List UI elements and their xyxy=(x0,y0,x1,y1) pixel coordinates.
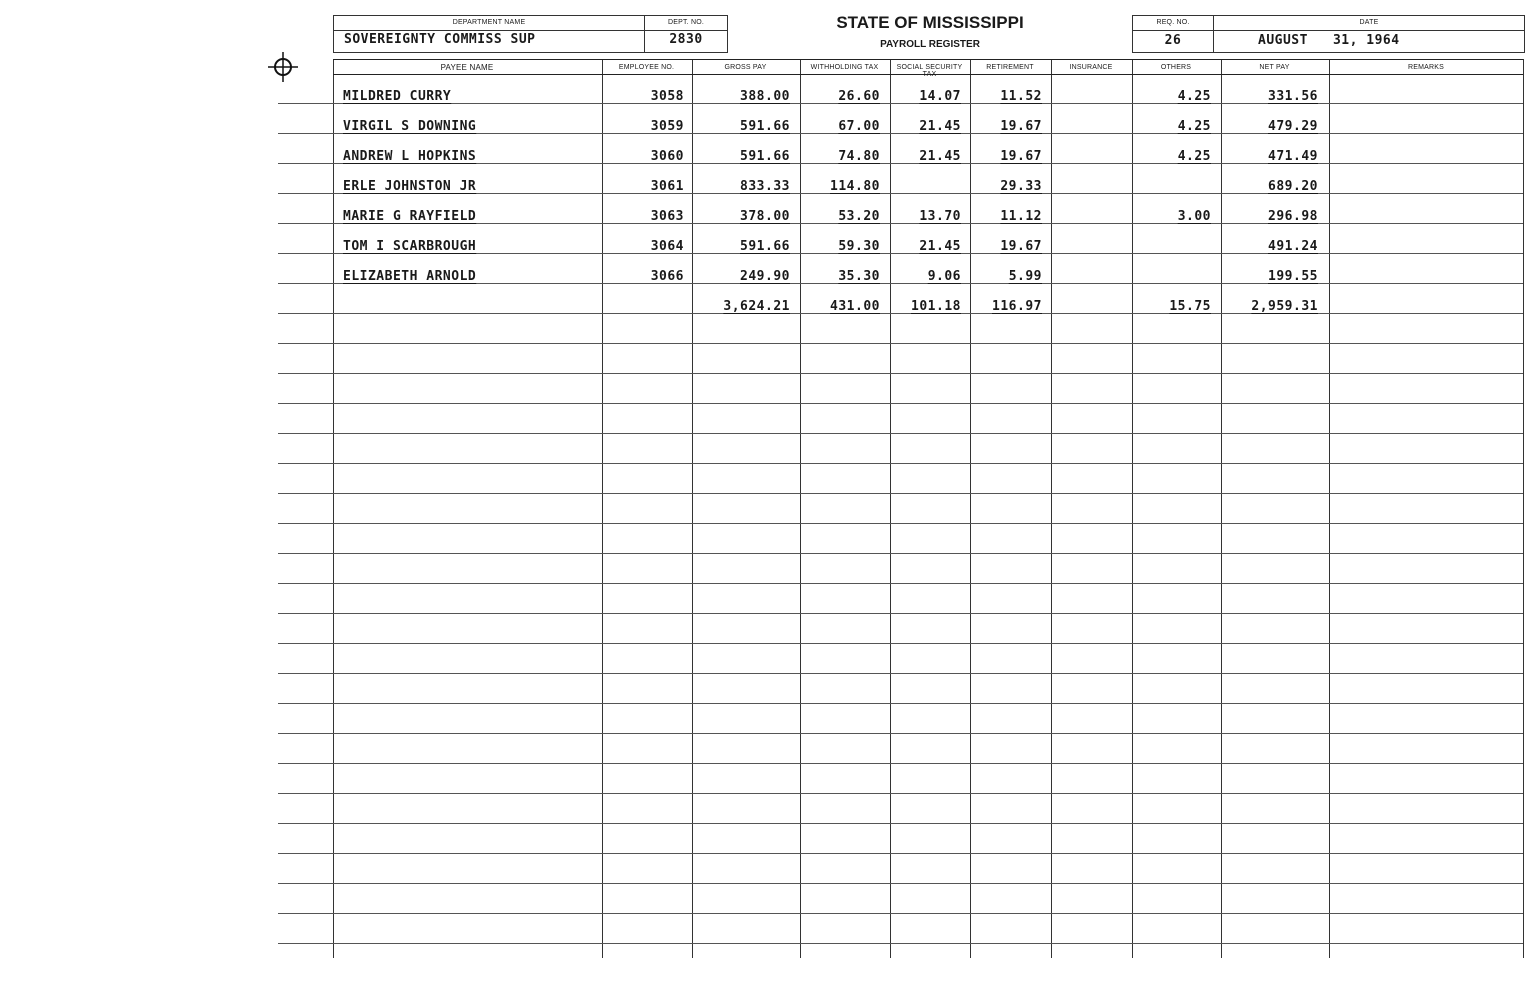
net-pay: 479.29 xyxy=(1268,119,1318,134)
row-rule xyxy=(278,343,1523,344)
others: 3.00 xyxy=(1177,209,1211,224)
col-header-retirement: RETIREMENT xyxy=(986,64,1034,71)
date-value: AUGUST 31, 1964 xyxy=(1258,33,1400,48)
withholding-tax: 59.30 xyxy=(838,239,880,254)
row-rule xyxy=(278,913,1523,914)
others: 4.25 xyxy=(1177,119,1211,134)
row-rule xyxy=(278,643,1523,644)
row-rule xyxy=(278,853,1523,854)
total-social-security-tax: 101.18 xyxy=(911,299,961,314)
social-security-tax: 9.06 xyxy=(927,269,961,284)
payee-name: MARIE G RAYFIELD xyxy=(343,209,477,224)
column-rule xyxy=(1523,59,1524,958)
retirement: 11.52 xyxy=(1000,89,1042,104)
total-retirement: 116.97 xyxy=(992,299,1042,314)
col-header-employee-no: EMPLOYEE NO. xyxy=(618,64,675,71)
department-label: DEPARTMENT NAME xyxy=(452,19,526,26)
col-header-withholding-tax: WITHHOLDING TAX xyxy=(810,64,879,71)
row-rule xyxy=(278,823,1523,824)
row-rule xyxy=(278,763,1523,764)
social-security-tax: 14.07 xyxy=(919,89,961,104)
retirement: 11.12 xyxy=(1000,209,1042,224)
row-rule xyxy=(278,943,1523,944)
department-value: SOVEREIGNTY COMMISS SUP xyxy=(344,32,536,47)
payee-name: ERLE JOHNSTON JR xyxy=(343,179,477,194)
gross-pay: 591.66 xyxy=(740,119,790,134)
retirement: 19.67 xyxy=(1000,119,1042,134)
withholding-tax: 53.20 xyxy=(838,209,880,224)
row-rule xyxy=(278,553,1523,554)
social-security-tax: 13.70 xyxy=(919,209,961,224)
row-rule xyxy=(278,733,1523,734)
gross-pay: 249.90 xyxy=(740,269,790,284)
page-title: STATE OF MISSISSIPPI xyxy=(836,13,1024,32)
header-rule xyxy=(333,59,1523,60)
col-header-social-security-tax: SOCIAL SECURITY TAX xyxy=(896,64,963,78)
net-pay: 491.24 xyxy=(1268,239,1318,254)
payee-name: TOM I SCARBROUGH xyxy=(343,239,477,254)
withholding-tax: 26.60 xyxy=(838,89,880,104)
dept-no-label: DEPT. NO. xyxy=(667,19,705,26)
retirement: 29.33 xyxy=(1000,179,1042,194)
total-net-pay: 2,959.31 xyxy=(1251,299,1318,314)
date-label: DATE xyxy=(1359,19,1379,26)
total-withholding-tax: 431.00 xyxy=(830,299,880,314)
page-subtitle: PAYROLL REGISTER xyxy=(880,39,980,50)
employee-no: 3058 xyxy=(650,89,684,104)
employee-no: 3064 xyxy=(650,239,684,254)
social-security-tax: 21.45 xyxy=(919,239,961,254)
total-others: 15.75 xyxy=(1169,299,1211,314)
total-gross-pay: 3,624.21 xyxy=(723,299,790,314)
row-rule xyxy=(278,313,1523,314)
gross-pay: 378.00 xyxy=(740,209,790,224)
req-no-value: 26 xyxy=(1164,33,1182,48)
withholding-tax: 35.30 xyxy=(838,269,880,284)
gross-pay: 591.66 xyxy=(740,239,790,254)
employee-no: 3060 xyxy=(650,149,684,164)
retirement: 19.67 xyxy=(1000,149,1042,164)
row-rule xyxy=(278,463,1523,464)
withholding-tax: 67.00 xyxy=(838,119,880,134)
gross-pay: 833.33 xyxy=(740,179,790,194)
row-rule xyxy=(278,883,1523,884)
col-header-remarks: REMARKS xyxy=(1407,64,1445,71)
col-header-insurance: INSURANCE xyxy=(1069,64,1113,71)
social-security-tax: 21.45 xyxy=(919,119,961,134)
payee-name: MILDRED CURRY xyxy=(343,89,452,104)
net-pay: 331.56 xyxy=(1268,89,1318,104)
net-pay: 471.49 xyxy=(1268,149,1318,164)
net-pay: 199.55 xyxy=(1268,269,1318,284)
col-header-payee-name: PAYEE NAME xyxy=(440,63,494,72)
row-rule xyxy=(278,583,1523,584)
dept-no-value: 2830 xyxy=(669,32,703,47)
row-rule xyxy=(278,103,1523,104)
employee-no: 3059 xyxy=(650,119,684,134)
col-header-net-pay: NET PAY xyxy=(1259,64,1290,71)
row-rule xyxy=(278,613,1523,614)
row-rule xyxy=(278,673,1523,674)
req-no-label: REQ. NO. xyxy=(1156,19,1190,26)
row-rule xyxy=(278,523,1523,524)
row-rule xyxy=(278,373,1523,374)
row-rule xyxy=(278,433,1523,434)
others: 4.25 xyxy=(1177,89,1211,104)
withholding-tax: 74.80 xyxy=(838,149,880,164)
others: 4.25 xyxy=(1177,149,1211,164)
gross-pay: 388.00 xyxy=(740,89,790,104)
payee-name: VIRGIL S DOWNING xyxy=(343,119,477,134)
row-rule xyxy=(278,403,1523,404)
retirement: 5.99 xyxy=(1008,269,1042,284)
net-pay: 689.20 xyxy=(1268,179,1318,194)
payee-name: ANDREW L HOPKINS xyxy=(343,149,477,164)
row-rule xyxy=(278,703,1523,704)
col-header-others: OTHERS xyxy=(1160,64,1192,71)
employee-no: 3066 xyxy=(650,269,684,284)
withholding-tax: 114.80 xyxy=(830,179,880,194)
social-security-tax: 21.45 xyxy=(919,149,961,164)
employee-no: 3061 xyxy=(650,179,684,194)
row-rule xyxy=(278,493,1523,494)
row-rule xyxy=(278,793,1523,794)
net-pay: 296.98 xyxy=(1268,209,1318,224)
employee-no: 3063 xyxy=(650,209,684,224)
retirement: 19.67 xyxy=(1000,239,1042,254)
gross-pay: 591.66 xyxy=(740,149,790,164)
col-header-gross-pay: GROSS PAY xyxy=(724,64,767,71)
payee-name: ELIZABETH ARNOLD xyxy=(343,269,477,284)
